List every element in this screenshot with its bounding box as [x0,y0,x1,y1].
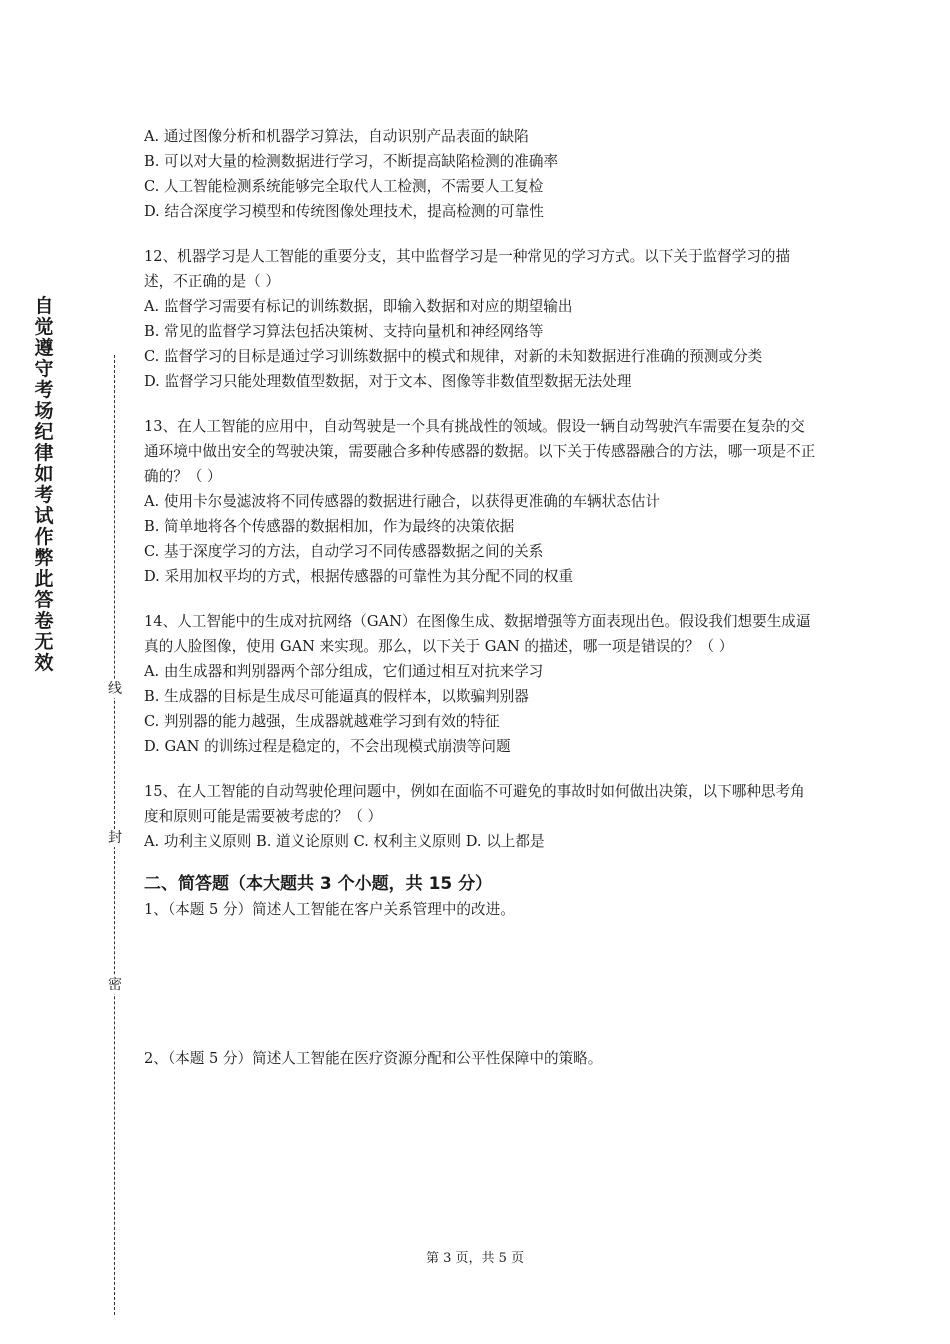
q12-stem: 12、机器学习是人工智能的重要分支，其中监督学习是一种常见的学习方式。以下关于监督学习的描述，不正确的是（ ） [144,248,791,290]
q12-option-b: B. 常见的监督学习算法包括决策树、支持向量机和神经网络等 [144,323,544,340]
q14-option-d: D. GAN 的训练过程是稳定的，不会出现模式崩溃等问题 [144,738,511,755]
q14-option-b: B. 生成器的目标是生成尽可能逼真的假样本，以欺骗判别器 [144,688,529,705]
answer-space [144,922,816,1046]
exam-discipline-notice: 自觉遵守考场纪律如考试作弊此答卷无效 [34,295,54,674]
question-14 [144,609,816,759]
q13-option-c: C. 基于深度学习的方法，自动学习不同传感器数据之间的关系 [144,543,544,560]
binding-mark-feng: 封 [108,830,122,846]
q13-option-a: A. 使用卡尔曼滤波将不同传感器的数据进行融合，以获得更准确的车辆状态估计 [144,493,661,510]
q14-stem: 14、人工智能中的生成对抗网络（GAN）在图像生成、数据增强等方面表现出色。假设我们想要生成逼真的人脸图像，使用 GAN 来实现。那么，以下关于 GAN 的描述，哪一项是错误的？（ ） [144,613,811,655]
question-13 [144,414,816,589]
question-12 [144,244,816,394]
question-11-options [144,124,816,224]
q13-option-b: B. 简单地将各个传感器的数据相加，作为最终的决策依据 [144,518,515,535]
short-answer-1: 1、（本题 5 分）简述人工智能在客户关系管理中的改进。 [144,901,515,918]
q12-option-c: C. 监督学习的目标是通过学习训练数据中的模式和规律，对新的未知数据进行准确的预测或分类 [144,348,763,365]
q12-option-d: D. 监督学习只能处理数值型数据，对于文本、图像等非数值型数据无法处理 [144,373,632,390]
q15-options: A. 功利主义原则 B. 道义论原则 C. 权利主义原则 D. 以上都是 [144,833,545,850]
section-2-title: 二、简答题（本大题共 3 个小题，共 15 分） [144,874,493,894]
q11-option-c: C. 人工智能检测系统能够完全取代人工检测，不需要人工复检 [144,178,544,195]
q13-option-d: D. 采用加权平均的方式，根据传感器的可靠性为其分配不同的权重 [144,568,574,585]
q11-option-d: D. 结合深度学习模型和传统图像处理技术，提高检测的可靠性 [144,203,544,220]
q11-option-b: B. 可以对大量的检测数据进行学习，不断提高缺陷检测的准确率 [144,153,559,170]
binding-mark-xian: 线 [108,681,122,697]
q14-option-c: C. 判别器的能力越强，生成器就越难学习到有效的特征 [144,713,500,730]
short-answer-2: 2、（本题 5 分）简述人工智能在医疗资源分配和公平性保障中的策略。 [144,1050,603,1067]
exam-content [144,124,816,1071]
q11-option-a: A. 通过图像分析和机器学习算法，自动识别产品表面的缺陷 [144,128,529,145]
binding-mark-mi: 密 [108,977,122,993]
q15-stem: 15、在人工智能的自动驾驶伦理问题中，例如在面临不可避免的事故时如何做出决策，以下哪种思考角度和原则可能是需要被考虑的？（ ） [144,783,805,825]
q12-option-a: A. 监督学习需要有标记的训练数据，即输入数据和对应的期望输出 [144,298,573,315]
question-15 [144,779,816,854]
q13-stem: 13、在人工智能的应用中，自动驾驶是一个具有挑战性的领域。假设一辆自动驾驶汽车需要在复杂的交通环境中做出安全的驾驶决策，需要融合多种传感器的数据。以下关于传感器融合的方法，哪一项是不正确的？（ ） [144,418,816,485]
q14-option-a: A. 由生成器和判别器两个部分组成，它们通过相互对抗来学习 [144,663,544,680]
page-footer: 第 3 页，共 5 页 [425,1251,525,1266]
